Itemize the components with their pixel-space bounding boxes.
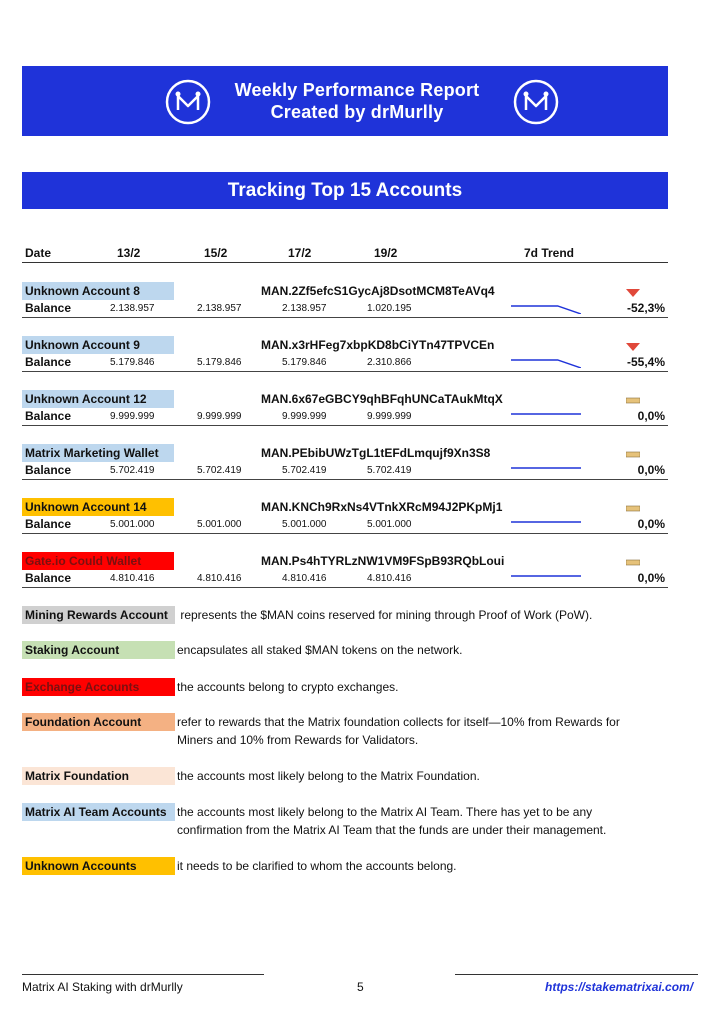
change-percent: 0,0% xyxy=(637,517,665,531)
account-name: Unknown Account 14 xyxy=(22,498,174,516)
balance-label: Balance xyxy=(25,355,72,369)
trend-line xyxy=(511,306,581,314)
report-banner xyxy=(22,66,668,136)
legend-description-line: refer to rewards that the Matrix foundation collects for itself—10% from Rewards for xyxy=(177,715,620,729)
legend-description-line: the accounts belong to crypto exchanges. xyxy=(177,680,399,694)
header-trend: 7d Trend xyxy=(524,246,575,260)
matrix-logo-icon xyxy=(512,78,560,126)
balance-value: 1.020.195 xyxy=(367,303,412,314)
balance-value: 4.810.416 xyxy=(367,573,412,584)
account-name: Unknown Account 9 xyxy=(22,336,174,354)
wallet-address: MAN.PEbibUWzTgL1tEFdLmqujf9Xn3S8 xyxy=(261,446,491,460)
legend-label: Matrix Foundation xyxy=(22,767,175,785)
row-divider xyxy=(22,479,668,480)
balance-value: 5.702.419 xyxy=(110,465,155,476)
trend-flat-icon xyxy=(626,450,640,460)
section-title: Tracking Top 15 Accounts xyxy=(22,172,668,209)
legend-description xyxy=(177,803,657,839)
legend-description-line: encapsulates all staked $MAN tokens on the network. xyxy=(177,643,463,657)
wallet-address: MAN.Ps4hTYRLzNW1VM9FSpB93RQbLoui xyxy=(261,554,505,568)
account-block xyxy=(22,552,668,588)
matrix-logo-icon xyxy=(164,78,212,126)
legend-description xyxy=(177,606,657,624)
balance-value: 2.138.957 xyxy=(197,303,242,314)
balance-label: Balance xyxy=(25,463,72,477)
balance-value: 2.310.866 xyxy=(367,357,412,368)
trend-sparkline xyxy=(511,342,581,368)
row-divider xyxy=(22,533,668,534)
account-name: Unknown Account 8 xyxy=(22,282,174,300)
legend-label: Staking Account xyxy=(22,641,175,659)
change-percent: 0,0% xyxy=(637,463,665,477)
balance-label: Balance xyxy=(25,301,72,315)
balance-value: 4.810.416 xyxy=(197,573,242,584)
row-divider xyxy=(22,587,668,588)
wallet-address: MAN.6x67eGBCY9qhBFqhUNCaTAukMtqX xyxy=(261,392,503,406)
legend-description xyxy=(177,767,657,785)
balance-value: 9.999.999 xyxy=(282,411,327,422)
banner-title-line1: Weekly Performance Report xyxy=(234,80,480,100)
legend-description xyxy=(177,641,657,659)
page-number: 5 xyxy=(357,980,364,994)
account-block xyxy=(22,336,668,372)
row-divider xyxy=(22,425,668,426)
balance-value: 2.138.957 xyxy=(110,303,155,314)
balance-value: 4.810.416 xyxy=(282,573,327,584)
trend-down-icon xyxy=(626,288,640,298)
change-percent: -55,4% xyxy=(626,355,665,369)
trend-sparkline xyxy=(511,450,581,476)
trend-sparkline xyxy=(511,558,581,584)
legend-description-line: confirmation from the Matrix AI Team that the funds are under their management. xyxy=(177,823,607,837)
account-block xyxy=(22,282,668,318)
trend-sparkline xyxy=(511,504,581,530)
change-percent: 0,0% xyxy=(637,409,665,423)
footer-right-rule xyxy=(455,974,698,975)
footer-url-link[interactable]: https://stakematrixai.com/ xyxy=(545,980,694,994)
legend-description-line: it needs to be clarified to whom the accounts belong. xyxy=(177,859,457,873)
balance-value: 9.999.999 xyxy=(110,411,155,422)
legend-description xyxy=(177,713,657,749)
balance-label: Balance xyxy=(25,571,72,585)
legend-description-line: Miners and 10% from Rewards for Validators. xyxy=(177,733,419,747)
trend-sparkline xyxy=(511,396,581,422)
legend-label: Unknown Accounts xyxy=(22,857,175,875)
balance-value: 5.179.846 xyxy=(197,357,242,368)
balance-value: 5.001.000 xyxy=(197,519,242,530)
balance-label: Balance xyxy=(25,409,72,423)
header-col-4: 19/2 xyxy=(374,246,398,260)
balance-value: 5.001.000 xyxy=(110,519,155,530)
balance-value: 5.702.419 xyxy=(197,465,242,476)
balance-value: 9.999.999 xyxy=(197,411,242,422)
balance-value: 5.179.846 xyxy=(110,357,155,368)
row-divider xyxy=(22,317,668,318)
footer-left-text: Matrix AI Staking with drMurlly xyxy=(22,980,183,994)
change-percent: 0,0% xyxy=(637,571,665,585)
legend-description-line: represents the $MAN coins reserved for mining through Proof of Work (PoW). xyxy=(177,608,593,622)
legend-description xyxy=(177,678,657,696)
trend-flat-icon xyxy=(626,396,640,406)
change-percent: -52,3% xyxy=(626,301,665,315)
legend-label: Exchange Accounts xyxy=(22,678,175,696)
header-divider xyxy=(22,262,668,263)
balance-label: Balance xyxy=(25,517,72,531)
balance-value: 5.702.419 xyxy=(282,465,327,476)
header-col-2: 15/2 xyxy=(204,246,228,260)
header-col-3: 17/2 xyxy=(288,246,312,260)
legend-description xyxy=(177,857,657,875)
header-date: Date xyxy=(25,246,52,260)
legend-description-line: the accounts most likely belong to the Matrix AI Team. There has yet to be any xyxy=(177,805,593,819)
wallet-address: MAN.2Zf5efcS1GycAj8DsotMCM8TeAVq4 xyxy=(261,284,495,298)
wallet-address: MAN.x3rHFeg7xbpKD8bCiYTn47TPVCEn xyxy=(261,338,495,352)
header-col-1: 13/2 xyxy=(117,246,141,260)
legend-description-line: the accounts most likely belong to the Matrix Foundation. xyxy=(177,769,480,783)
balance-value: 2.138.957 xyxy=(282,303,327,314)
account-name: Unknown Account 12 xyxy=(22,390,174,408)
account-block xyxy=(22,498,668,534)
banner-title-line2: Created by drMurlly xyxy=(270,102,444,122)
footer-left-rule xyxy=(22,974,264,975)
account-block xyxy=(22,444,668,480)
account-block xyxy=(22,390,668,426)
balance-value: 5.001.000 xyxy=(282,519,327,530)
trend-flat-icon xyxy=(626,504,640,514)
balance-value: 9.999.999 xyxy=(367,411,412,422)
account-name: Matrix Marketing Wallet xyxy=(22,444,174,462)
balance-value: 4.810.416 xyxy=(110,573,155,584)
balance-value: 5.179.846 xyxy=(282,357,327,368)
trend-line xyxy=(511,360,581,368)
account-name: Gate.io Could Wallet xyxy=(22,552,174,570)
legend-label: Mining Rewards Account xyxy=(22,606,175,624)
legend-label: Matrix AI Team Accounts xyxy=(22,803,175,821)
row-divider xyxy=(22,371,668,372)
legend-label: Foundation Account xyxy=(22,713,175,731)
wallet-address: MAN.KNCh9RxNs4VTnkXRcM94J2PKpMj1 xyxy=(261,500,503,514)
balance-value: 5.001.000 xyxy=(367,519,412,530)
balance-value: 5.702.419 xyxy=(367,465,412,476)
trend-down-icon xyxy=(626,342,640,352)
banner-title xyxy=(212,79,502,123)
trend-sparkline xyxy=(511,288,581,314)
trend-flat-icon xyxy=(626,558,640,568)
